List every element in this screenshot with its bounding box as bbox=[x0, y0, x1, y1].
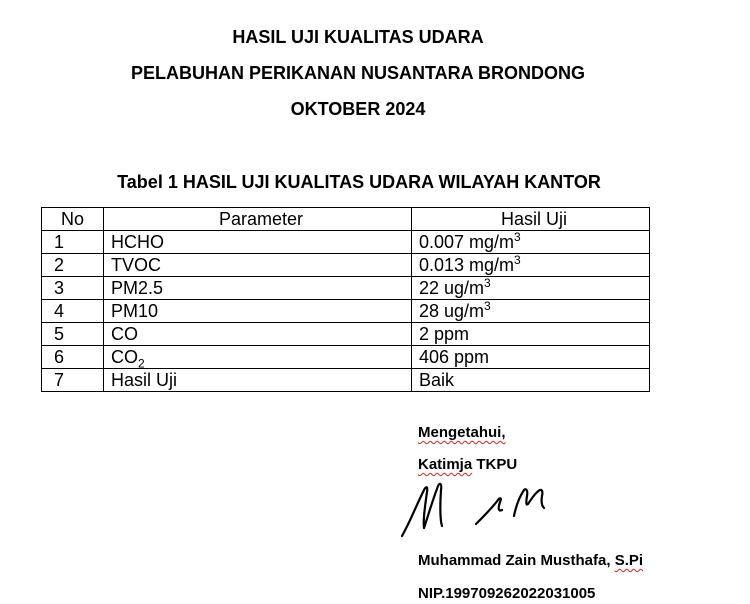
cell-hasil-uji: 406 ppm bbox=[412, 346, 650, 369]
cell-no: 4 bbox=[42, 300, 104, 323]
signatory-nip: NIP.199709262022031005 bbox=[418, 585, 596, 602]
cell-parameter: $CO_2$ bbox=[104, 346, 412, 369]
column-header-parameter: Parameter bbox=[104, 208, 412, 231]
cell-no: 1 bbox=[42, 231, 104, 254]
cell-no: 2 bbox=[42, 254, 104, 277]
signatory-role: Katimja TKPU bbox=[418, 456, 518, 473]
cell-no: 7 bbox=[42, 369, 104, 392]
handwritten-signature bbox=[398, 476, 578, 542]
air-quality-table bbox=[41, 207, 650, 392]
cell-parameter: TVOC bbox=[104, 254, 412, 277]
table-row bbox=[42, 254, 650, 277]
acknowledged-label: Mengetahui, bbox=[418, 424, 506, 441]
cell-parameter: CO bbox=[104, 323, 412, 346]
column-header-no: No bbox=[42, 208, 104, 231]
cell-no: 6 bbox=[42, 346, 104, 369]
cell-hasil-uji: 0.013 $mg/m^3$ bbox=[412, 254, 650, 277]
cell-parameter: HCHO bbox=[104, 231, 412, 254]
document-title-line-3: OKTOBER 2024 bbox=[290, 99, 426, 119]
table-caption: Tabel 1 HASIL UJI KUALITAS UDARA WILAYAH KANTOR bbox=[117, 172, 601, 192]
cell-no: 5 bbox=[42, 323, 104, 346]
cell-no: 3 bbox=[42, 277, 104, 300]
table-row bbox=[42, 231, 650, 254]
cell-parameter: PM10 bbox=[104, 300, 412, 323]
cell-parameter: PM2.5 bbox=[104, 277, 412, 300]
table-header-row bbox=[42, 208, 650, 231]
table-row bbox=[42, 277, 650, 300]
cell-hasil-uji: 0.007 $mg/m^3$ bbox=[412, 231, 650, 254]
table-row bbox=[42, 346, 650, 369]
signatory-name: Muhammad Zain Musthafa, S.Pi bbox=[418, 552, 644, 569]
table-row bbox=[42, 300, 650, 323]
cell-hasil-uji: Baik bbox=[412, 369, 650, 392]
table-row bbox=[42, 369, 650, 392]
column-header-hasil-uji: Hasil Uji bbox=[412, 208, 650, 231]
cell-hasil-uji: 2 ppm bbox=[412, 323, 650, 346]
table-row bbox=[42, 323, 650, 346]
document-title-line-1: HASIL UJI KUALITAS UDARA bbox=[232, 27, 484, 47]
cell-hasil-uji: 22 $ug/m^3$ bbox=[412, 277, 650, 300]
cell-parameter: Hasil Uji bbox=[104, 369, 412, 392]
document-title-line-2: PELABUHAN PERIKANAN NUSANTARA BRONDONG bbox=[131, 63, 585, 83]
cell-hasil-uji: 28 $ug/m^3$ bbox=[412, 300, 650, 323]
